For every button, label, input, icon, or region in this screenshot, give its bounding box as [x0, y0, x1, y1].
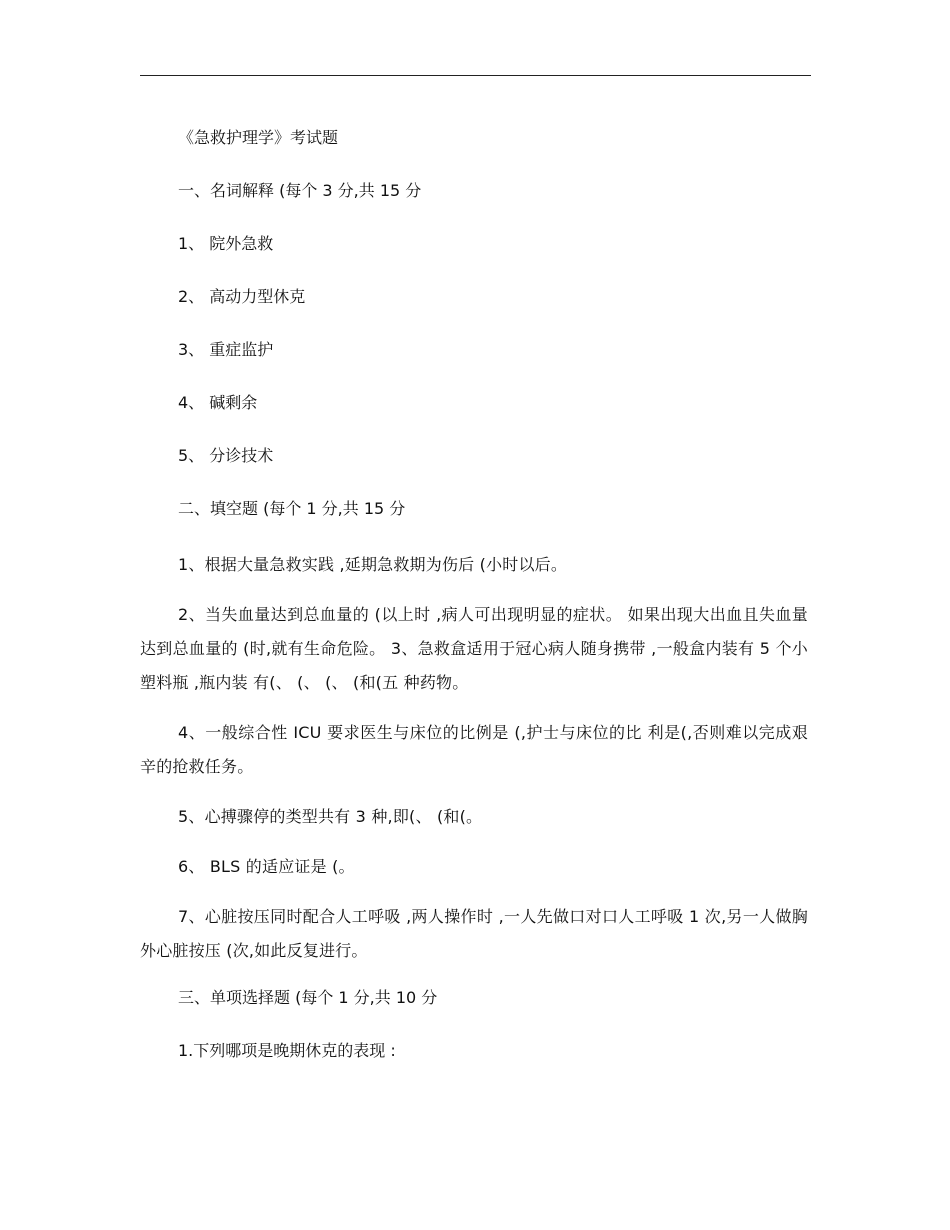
definition-item: 2、 高动力型休克: [178, 287, 306, 306]
header-rule: [140, 75, 811, 76]
definition-item: 1、 院外急救: [178, 234, 274, 253]
document-body: [140, 124, 808, 1064]
choice-question: 1.下列哪项是晚期休克的表现 :: [178, 1041, 396, 1060]
fill-in-question: 5、心搏骤停的类型共有 3 种,即(、 (和(。: [178, 807, 483, 826]
section-heading-single-choice: 三、单项选择题 (每个 1 分,共 10 分: [178, 988, 438, 1007]
fill-in-question: 4、一般综合性 ICU 要求医生与床位的比例是 (,护士与床位的比 利是(,否则难以完成艰辛的抢救任务。: [140, 723, 808, 776]
section-heading-definitions: 一、名词解释 (每个 3 分,共 15 分: [178, 181, 422, 200]
definition-item: 4、 碱剩余: [178, 393, 258, 412]
definition-item: 5、 分诊技术: [178, 446, 274, 465]
fill-in-question: 1、根据大量急救实践 ,延期急救期为伤后 (小时以后。: [178, 555, 568, 574]
fill-in-question: 6、 BLS 的适应证是 (。: [178, 857, 355, 876]
fill-in-question: 7、心脏按压同时配合人工呼吸 ,两人操作时 ,一人先做口对口人工呼吸 1 次,另一人做胸外心脏按压 (次,如此反复进行。: [140, 907, 808, 960]
fill-in-question: 2、当失血量达到总血量的 (以上时 ,病人可出现明显的症状。 如果出现大出血且失血量达到总血量的 (时,就有生命危险。 3、急救盒适用于冠心病人随身携带 ,一般盒内装有 5 个小塑料瓶 ,瓶内装 有(、 (、 (、 (和(五 种药物。: [140, 605, 808, 692]
section-heading-fill-in: 二、填空题 (每个 1 分,共 15 分: [178, 499, 406, 518]
definition-item: 3、 重症监护: [178, 340, 274, 359]
document-title: 《急救护理学》考试题: [178, 128, 339, 147]
